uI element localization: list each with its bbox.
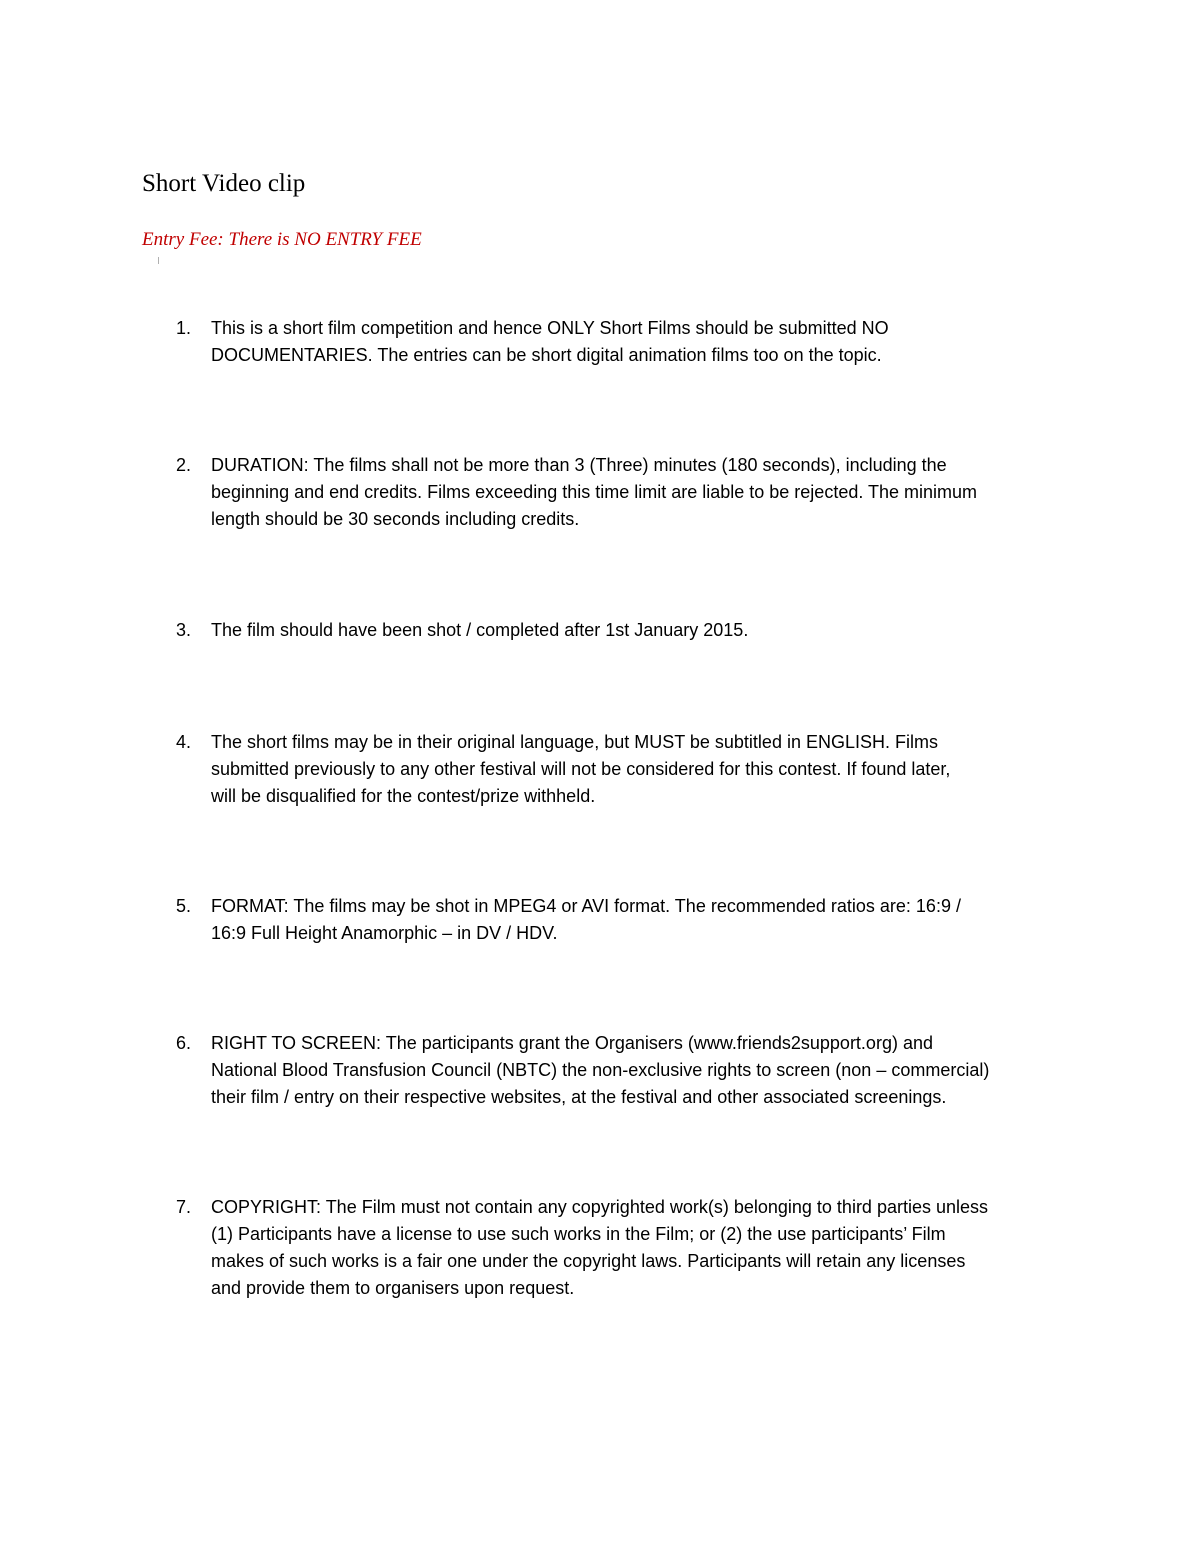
rule-number: 4.: [176, 732, 192, 752]
rule-text: [211, 1030, 1071, 1111]
rule-line: RIGHT TO SCREEN: The participants grant the Organisers (www.friends2support.org) and: [211, 1033, 933, 1053]
rule-line: and provide them to organisers upon request.: [211, 1278, 575, 1298]
cursor-mark: [158, 257, 159, 264]
rule-number: 6.: [176, 1033, 192, 1053]
rule-number: 5.: [176, 896, 192, 916]
rule-line: DOCUMENTARIES. The entries can be short digital animation films too on the topic.: [211, 345, 882, 365]
rule-line: will be disqualified for the contest/prize withheld.: [211, 786, 596, 806]
rule-line: beginning and end credits. Films exceeding this time limit are liable to be rejected. The minimum: [211, 482, 978, 502]
rule-line: This is a short film competition and hence ONLY Short Films should be submitted NO: [211, 318, 889, 338]
rule-text: [211, 893, 1071, 947]
rule-line: FORMAT: The films may be shot in MPEG4 or AVI format. The recommended ratios are: 16:9 /: [211, 896, 961, 916]
rule-number: 1.: [176, 318, 192, 338]
rule-line: The film should have been shot / completed after 1st January 2015.: [211, 620, 749, 640]
page-title: Short Video clip: [142, 170, 306, 197]
entry-fee-notice: Entry Fee: There is NO ENTRY FEE: [142, 229, 422, 250]
rule-line: submitted previously to any other festival will not be considered for this contest. If found later,: [211, 759, 951, 779]
rule-line: makes of such works is a fair one under the copyright laws. Participants will retain any licenses: [211, 1251, 966, 1271]
rule-line: 16:9 Full Height Anamorphic – in DV / HDV.: [211, 923, 558, 943]
rule-text: [211, 315, 1071, 369]
rule-number: 7.: [176, 1197, 192, 1217]
rule-text: [211, 452, 1071, 533]
rule-number: 3.: [176, 620, 192, 640]
rule-line: National Blood Transfusion Council (NBTC) the non-exclusive rights to screen (non – commercial): [211, 1060, 990, 1080]
rule-line: (1) Participants have a license to use such works in the Film; or (2) the use participants’ Film: [211, 1224, 946, 1244]
rule-line: length should be 30 seconds including credits.: [211, 509, 580, 529]
rule-text: [211, 1194, 1071, 1302]
rule-line: The short films may be in their original language, but MUST be subtitled in ENGLISH. Films: [211, 732, 938, 752]
rule-text: [211, 617, 1071, 644]
rule-line: COPYRIGHT: The Film must not contain any copyrighted work(s) belonging to third parties unless: [211, 1197, 989, 1217]
rule-number: 2.: [176, 455, 192, 475]
rule-line: DURATION: The films shall not be more than 3 (Three) minutes (180 seconds), including the: [211, 455, 947, 475]
rule-text: [211, 729, 1071, 810]
rule-line: their film / entry on their respective websites, at the festival and other associated screenings.: [211, 1087, 947, 1107]
